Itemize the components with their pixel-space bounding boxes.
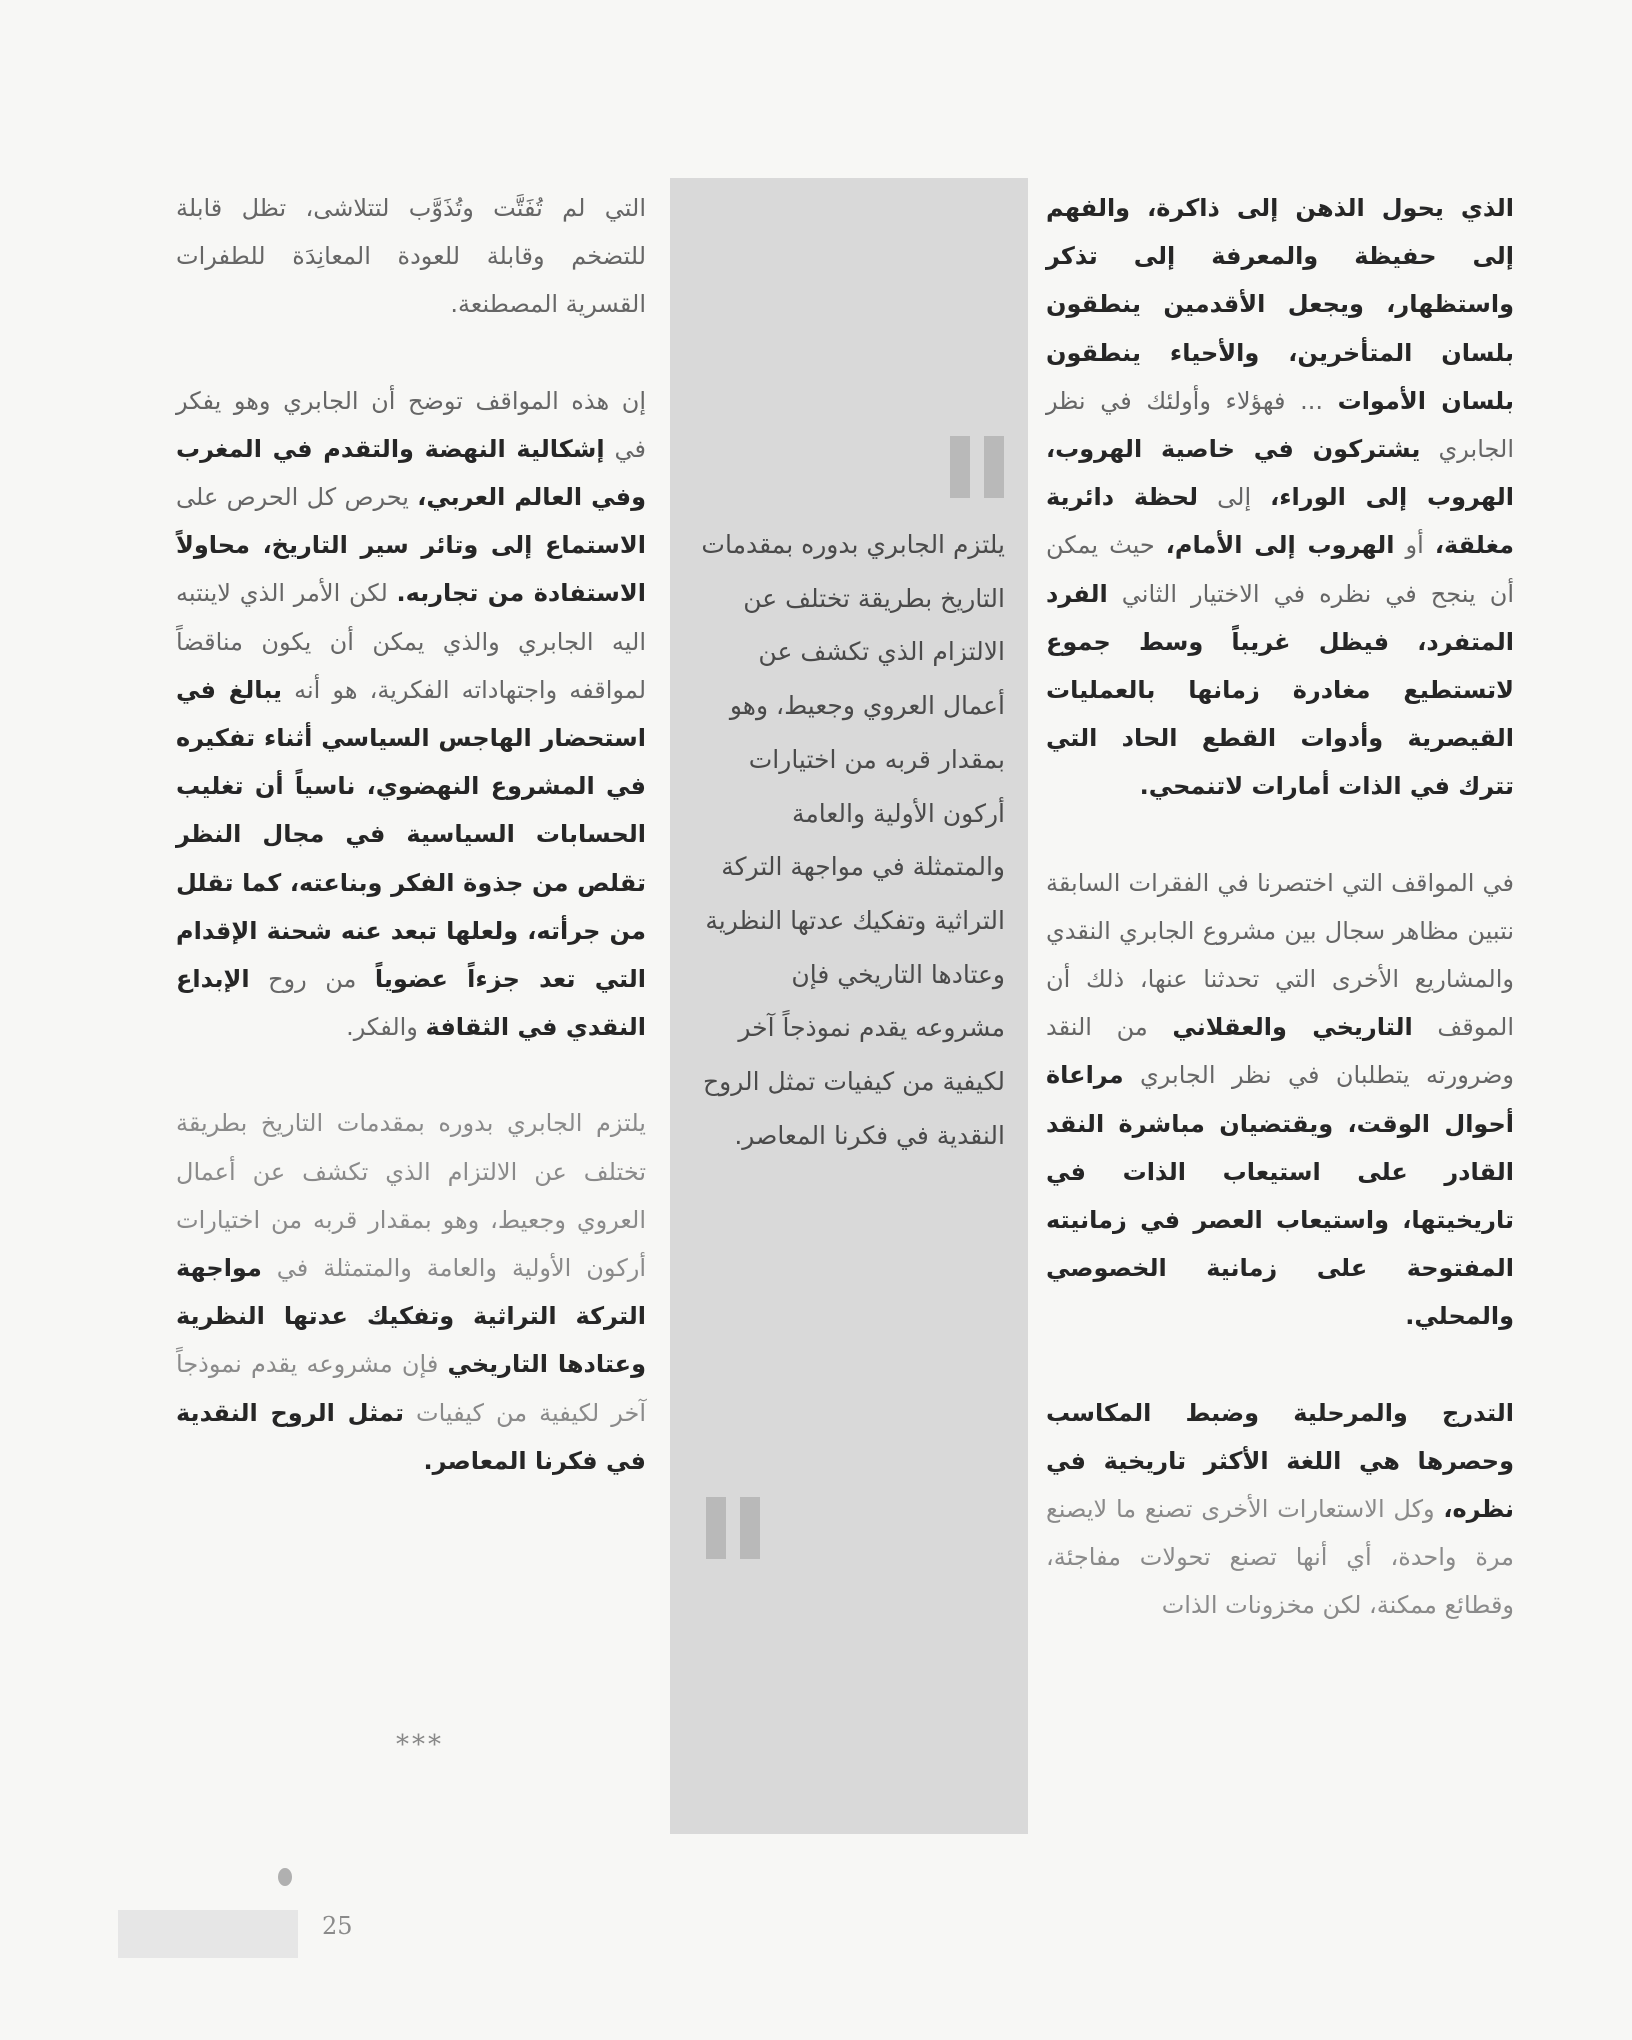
paragraph: التي لم تُفَتَّت وتُذَوَّب لتتلاشى، تظل قابلة للتضخم وقابلة للعودة المعانِدَة للطفرات القسرية المصطنعة. bbox=[176, 194, 646, 319]
pull-quote-text: يلتزم الجابري بدوره بمقدمات التاريخ بطريقة تختلف عن الالتزام الذي تكشف عن أعمال العروي وجعيط، وهو بمقدار قربه من اختيارات أركون الأولية والعامة والمتمثلة في مواجهة التركة التراثية وتفكيك عدتها النظرية وعتادها التاريخي فإن مشروعه يقدم نموذجاً آخر لكيفية من كيفيات تمثل الروح النقدية في فكرنا المعاصر. bbox=[701, 530, 1005, 1150]
bold-span: مواجهة التركة التراثية وتفكيك عدتها النظرية وعتادها التاريخي bbox=[176, 1254, 646, 1379]
bold-span: يبالغ في استحضار الهاجس السياسي أثناء تفكيره في المشروع النهضوي، ناسياً أن تغليب الحسابات السياسية في مجال النظر تقلص من جذوة الفكر وبناعته، كما تقلل من جرأته، ولعلها تبعد عنه شحنة الإقدام التي تعد جزءاً عضوياً bbox=[176, 675, 647, 994]
text-span: والفكر. bbox=[346, 1013, 426, 1042]
page-number: 25 bbox=[322, 1912, 353, 1940]
text-span: يلتزم الجابري بدوره بمقدمات التاريخ بطريقة تختلف عن الالتزام الذي تكشف عن أعمال العروي وجعيط، وهو بمقدار قربه من اختيارات أركون الأولية والعامة والمتمثلة في bbox=[176, 1109, 646, 1283]
ink-blot-icon bbox=[278, 1868, 292, 1886]
paragraph bbox=[1046, 184, 1514, 811]
text-span: يحرص كل الحرص على bbox=[176, 483, 418, 512]
bold-span: لحظة دائرية مغلقة، bbox=[1046, 483, 1514, 560]
bold-span: مراعاة أحوال الوقت، ويقتضيان مباشرة النقد القادر على استيعاب الذات في تاريخيتها، واستيعاب العصر في زمانيته المفتوحة على زمانية الخصوصي والمحلي. bbox=[1046, 1061, 1514, 1331]
text-span: إن هذه المواقف توضح أن الجابري وهو يفكر في bbox=[176, 386, 646, 463]
bold-span: الهروب إلى الأمام، bbox=[1165, 531, 1395, 560]
paragraph bbox=[176, 1099, 646, 1485]
paragraph bbox=[1046, 1389, 1514, 1630]
text-span: حيث يمكن أن ينجح في نظره في الاختيار الثاني bbox=[1046, 531, 1514, 608]
bold-span: الاستماع إلى وتائر سير التاريخ، محاولاً الاستفادة من تجاربه. bbox=[176, 531, 646, 608]
quote-mark-icon bbox=[706, 1497, 760, 1559]
text-span: من النقد وضرورته يتطلبان في نظر الجابري bbox=[1046, 1013, 1514, 1090]
bold-span: تمثل الروح النقدية في فكرنا المعاصر. bbox=[176, 1398, 646, 1475]
text-span: في المواقف التي اختصرنا في الفقرات السابقة نتبين مظاهر سجال بين مشروع الجابري النقدي والمشاريع الأخرى التي تحدثنا عنها، ذلك أن الموقف bbox=[1046, 868, 1514, 1042]
text-span: أو bbox=[1394, 531, 1435, 560]
article-column-left bbox=[176, 184, 646, 1485]
article-column-right bbox=[1046, 184, 1514, 1630]
bold-span: التدرج والمرحلية وضبط المكاسب وحصرها هي اللغة الأكثر تاريخية في نظره، bbox=[1046, 1398, 1514, 1524]
footer-bar bbox=[118, 1910, 298, 1958]
text-span: وكل الاستعارات الأخرى تصنع ما لايصنع مرة واحدة، أي أنها تصنع تحولات مفاجئة، وقطائع ممكنة، لكن مخزونات الذات bbox=[1046, 1495, 1514, 1620]
text-span: ... فهؤلاء وأولئك في نظر الجابري bbox=[1046, 386, 1514, 464]
paragraph bbox=[176, 377, 646, 1052]
bold-span: الفرد المتفرد، فيظل غريباً وسط جموع لاتستطيع مغادرة زمانها بالعمليات القيصرية وأدوات القطع الحاد التي تترك في الذات أمارات لاتنمحي. bbox=[1046, 579, 1514, 801]
text-span: لكن الأمر الذي لاينتبه اليه الجابري والذي يمكن أن يكون مناقضاً لمواقفه واجتهاداته الفكرية، هو أنه bbox=[176, 579, 647, 704]
text-span: فإن مشروعه يقدم نموذجاً آخر لكيفية من كيفيات bbox=[176, 1350, 646, 1427]
bold-span: التاريخي والعقلاني bbox=[1172, 1013, 1413, 1042]
text-span: إلى bbox=[1198, 483, 1271, 512]
bold-span: إشكالية النهضة والتقدم في المغرب وفي العالم العربي، bbox=[176, 434, 646, 512]
quote-mark-icon bbox=[950, 436, 1004, 498]
text-span: من روح bbox=[249, 965, 375, 994]
section-separator: *** bbox=[396, 1730, 444, 1760]
bold-span: الذي يحول الذهن إلى ذاكرة، والفهم إلى حفيظة والمعرفة إلى تذكر واستظهار، ويجعل الأقدمين ينطقون بلسان المتأخرين، والأحياء ينطقون بلسان الأموات bbox=[1046, 194, 1514, 415]
paragraph bbox=[1046, 859, 1514, 1341]
bold-span: يشتركون في خاصية الهروب، الهروب إلى الوراء، bbox=[1046, 435, 1515, 512]
bold-span: الإبداع النقدي في الثقافة bbox=[176, 965, 646, 1042]
